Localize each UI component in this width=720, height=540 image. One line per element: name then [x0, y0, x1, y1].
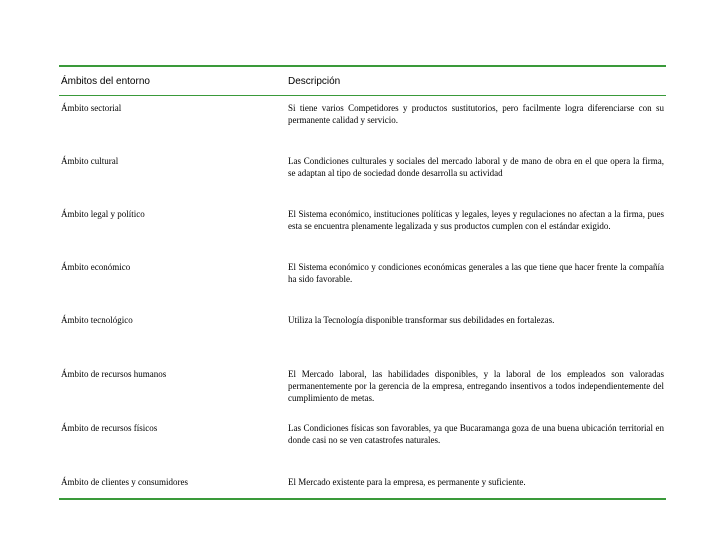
row-descripcion: Las Condiciones culturales y sociales del mercado laboral y de mano de obra en el que opera la firma, se adaptan al tipo de sociedad donde desarrolla su actividad	[288, 156, 664, 178]
row-ambito: Ámbito cultural	[61, 156, 119, 166]
row-ambito: Ámbito de clientes y consumidores	[61, 477, 188, 487]
table-row	[59, 362, 666, 416]
table-row	[59, 470, 666, 498]
row-descripcion: Utiliza la Tecnología disponible transformar sus debilidades en fortalezas.	[288, 315, 555, 325]
table-row	[59, 149, 666, 202]
header-descripcion: Descripción	[288, 75, 341, 87]
row-descripcion: Las Condiciones físicas son favorables, ya que Bucaramanga goza de una buena ubicación territorial en donde casi no se ven catastrofes naturales.	[288, 423, 664, 445]
row-descripcion: Si tiene varios Competidores y productos sustitutorios, pero facilmente logra diferenciarse con su permanente calidad y servicio.	[288, 103, 664, 125]
header-ambitos: Ámbitos del entorno	[61, 75, 150, 87]
table-header	[59, 67, 666, 96]
entorno-table	[59, 65, 666, 500]
row-ambito: Ámbito tecnológico	[61, 315, 133, 325]
table-row	[59, 416, 666, 470]
row-descripcion: El Mercado existente para la empresa, es permanente y suficiente.	[288, 477, 526, 487]
row-ambito: Ámbito sectorial	[61, 103, 122, 113]
table-row	[59, 255, 666, 308]
row-ambito: Ámbito legal y político	[61, 209, 145, 219]
table-row	[59, 96, 666, 149]
row-descripcion: El Sistema económico, instituciones políticas y legales, leyes y regulaciones no afectan a la firma, pues esta se encuentra plenamente legalizada y sus productos cumplen con el estándar exigido.	[288, 209, 664, 231]
row-ambito: Ámbito económico	[61, 262, 131, 272]
row-descripcion: El Sistema económico y condiciones económicas generales a las que tiene que hacer frente la compañía ha sido favorable.	[288, 262, 664, 284]
table-row	[59, 202, 666, 255]
row-descripcion: El Mercado laboral, las habilidades disponibles, y la laboral de los empleados son valoradas permanentemente por la gerencia de la empresa, entregando insentivos a todos independientemente del cumplimiento de metas.	[288, 369, 664, 403]
row-ambito: Ámbito de recursos físicos	[61, 423, 158, 433]
table-row	[59, 308, 666, 362]
row-ambito: Ámbito de recursos humanos	[61, 369, 167, 379]
